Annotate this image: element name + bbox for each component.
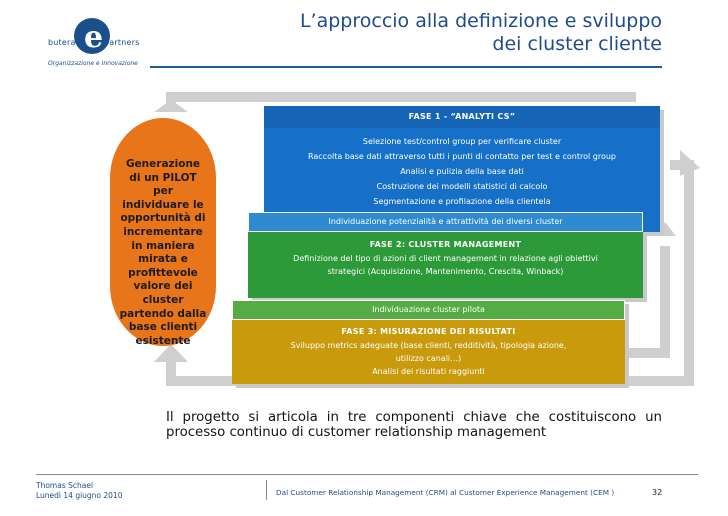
pilot-line: partendo dalla: [119, 307, 207, 320]
phase3-line: Analisi dei risultati raggiunti: [372, 367, 485, 376]
pilot-line: opportunità di: [120, 212, 206, 225]
cycle-arrow-top: [166, 92, 636, 102]
phase1-items: [264, 128, 660, 209]
phase2-line: Definizione del tipo di azioni di client management in relazione agli obiettivi: [293, 254, 598, 263]
phase1-item: Costruzione dei modelli statistici di calcolo: [376, 182, 548, 191]
phase3-panel: [232, 320, 625, 384]
pilot-line: esistente: [135, 334, 191, 347]
phase3-line: Sviluppo metrics adeguate (base clienti, redditività, tipologia azione,: [290, 341, 567, 350]
phase2-title: FASE 2: CLUSTER MANAGEMENT: [369, 240, 522, 249]
phase3-body: [232, 339, 625, 378]
pilot-text: [112, 158, 214, 348]
phase1-item: Analisi e pulizia della base dati: [400, 167, 524, 176]
pilot-line: incrementare: [123, 225, 203, 238]
phase2-panel: [248, 232, 643, 298]
pilot-line: in maniera: [131, 239, 195, 252]
footer-separator: [266, 480, 267, 500]
footer-author: Thomas Schael: [36, 481, 94, 490]
phase3-title: FASE 3: MISURAZIONE DEI RISULTATI: [341, 327, 516, 336]
pilot-line: cluster: [142, 293, 184, 306]
phase2-body: [248, 252, 643, 278]
phase3-line: utilizzo canali…): [395, 354, 462, 363]
logo-word-left: butera: [48, 38, 76, 47]
pilot-line: valore dei: [133, 280, 193, 293]
pilot-line: di un PILOT: [129, 171, 197, 184]
footer-divider: [36, 474, 698, 475]
phase2-line: strategici (Acquisizione, Mantenimento, Crescita, Winback): [327, 267, 564, 276]
pilot-line: profittevole: [128, 266, 198, 279]
logo-word-right: partners: [104, 38, 140, 47]
phase1-item: Raccolta base dati attraverso tutti i punti di contatto per test e control group: [308, 152, 616, 161]
page-number: 32: [652, 488, 663, 497]
footer-date: Lunedì 14 giugno 2010: [36, 491, 123, 500]
potential-cluster-bar: Individuazione potenzialità e attrattività dei diversi cluster: [248, 212, 643, 232]
pilot-line: individuare le: [122, 198, 204, 211]
footer-presentation-title: Dal Customer Relationship Management (CRM) al Customer Experience Management (CEM ): [276, 488, 615, 497]
slide-title-line1: L’approccio alla definizione e sviluppo: [299, 10, 662, 32]
phase1-item: Segmentazione e profilazione della clientela: [373, 197, 551, 206]
cycle-arrow-right-outer: [684, 168, 694, 384]
slide-title-line2: dei cluster cliente: [492, 33, 662, 55]
phase1-title: FASE 1 - “ANALYTI CS”: [264, 106, 660, 128]
pilot-line: base clienti: [128, 321, 198, 334]
pilot-line: per: [153, 185, 173, 198]
pilot-cluster-bar: Individuazione cluster pilota: [232, 300, 625, 320]
pilot-line: Generazione: [125, 158, 201, 170]
slide-caption: Il progetto si articola in tre componenti chiave che costituiscono un processo continuo di customer relationship management: [166, 410, 662, 440]
logo-tagline: Organizzazione e Innovazione: [48, 60, 138, 67]
pilot-line: mirata e: [138, 253, 188, 266]
logo-letter: e: [84, 20, 104, 55]
phase1-item: Selezione test/control group per verificare cluster: [362, 137, 562, 146]
